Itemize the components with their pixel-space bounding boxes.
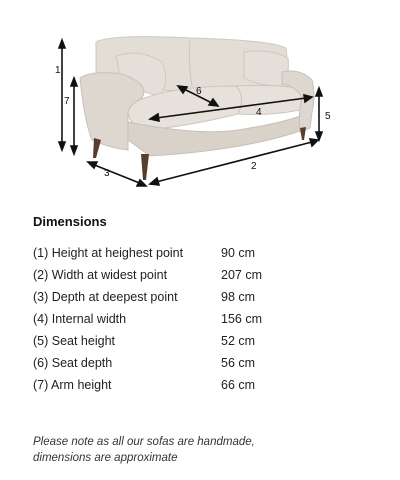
label-arm-height-number: 7 bbox=[64, 96, 70, 107]
dimension-value: 52 cm bbox=[221, 334, 256, 348]
dimensions-heading: Dimensions bbox=[33, 214, 107, 229]
label-depth-number: 3 bbox=[104, 168, 110, 179]
depth-line bbox=[92, 164, 142, 184]
sofa-illustration bbox=[80, 37, 314, 180]
dimension-label: (5) Seat height bbox=[33, 334, 115, 348]
leg-front-left bbox=[141, 154, 149, 180]
label-seat-depth-number: 6 bbox=[196, 86, 202, 97]
dimension-label: (7) Arm height bbox=[33, 378, 112, 392]
label-seat-height-number: 5 bbox=[325, 111, 331, 122]
handmade-note bbox=[33, 434, 363, 466]
dimension-label: (4) Internal width bbox=[33, 312, 127, 326]
dimension-label: (2) Width at widest point bbox=[33, 268, 168, 282]
seat-cushion-left bbox=[128, 86, 242, 130]
label-height-number: 1 bbox=[55, 65, 61, 76]
leg-back-left bbox=[93, 138, 101, 158]
label-internal-width-number: 4 bbox=[256, 107, 262, 118]
leg-right bbox=[300, 127, 306, 140]
note-line-1: Please note as all our sofas are handmade, bbox=[33, 436, 255, 448]
dimension-value: 90 cm bbox=[221, 246, 256, 260]
dimension-value: 156 cm bbox=[221, 312, 262, 326]
note-line-2: dimensions are approximate bbox=[33, 452, 178, 464]
dimension-value: 66 cm bbox=[221, 378, 256, 392]
dimension-label: (6) Seat depth bbox=[33, 356, 113, 370]
dimension-label: (1) Height at heighest point bbox=[33, 246, 184, 260]
dimension-value: 56 cm bbox=[221, 356, 256, 370]
dimension-label: (3) Depth at deepest point bbox=[33, 290, 178, 304]
label-width-number: 2 bbox=[251, 161, 257, 172]
dimension-value: 98 cm bbox=[221, 290, 256, 304]
sofa-dimension-diagram bbox=[0, 0, 400, 200]
dimension-value: 207 cm bbox=[221, 268, 262, 282]
